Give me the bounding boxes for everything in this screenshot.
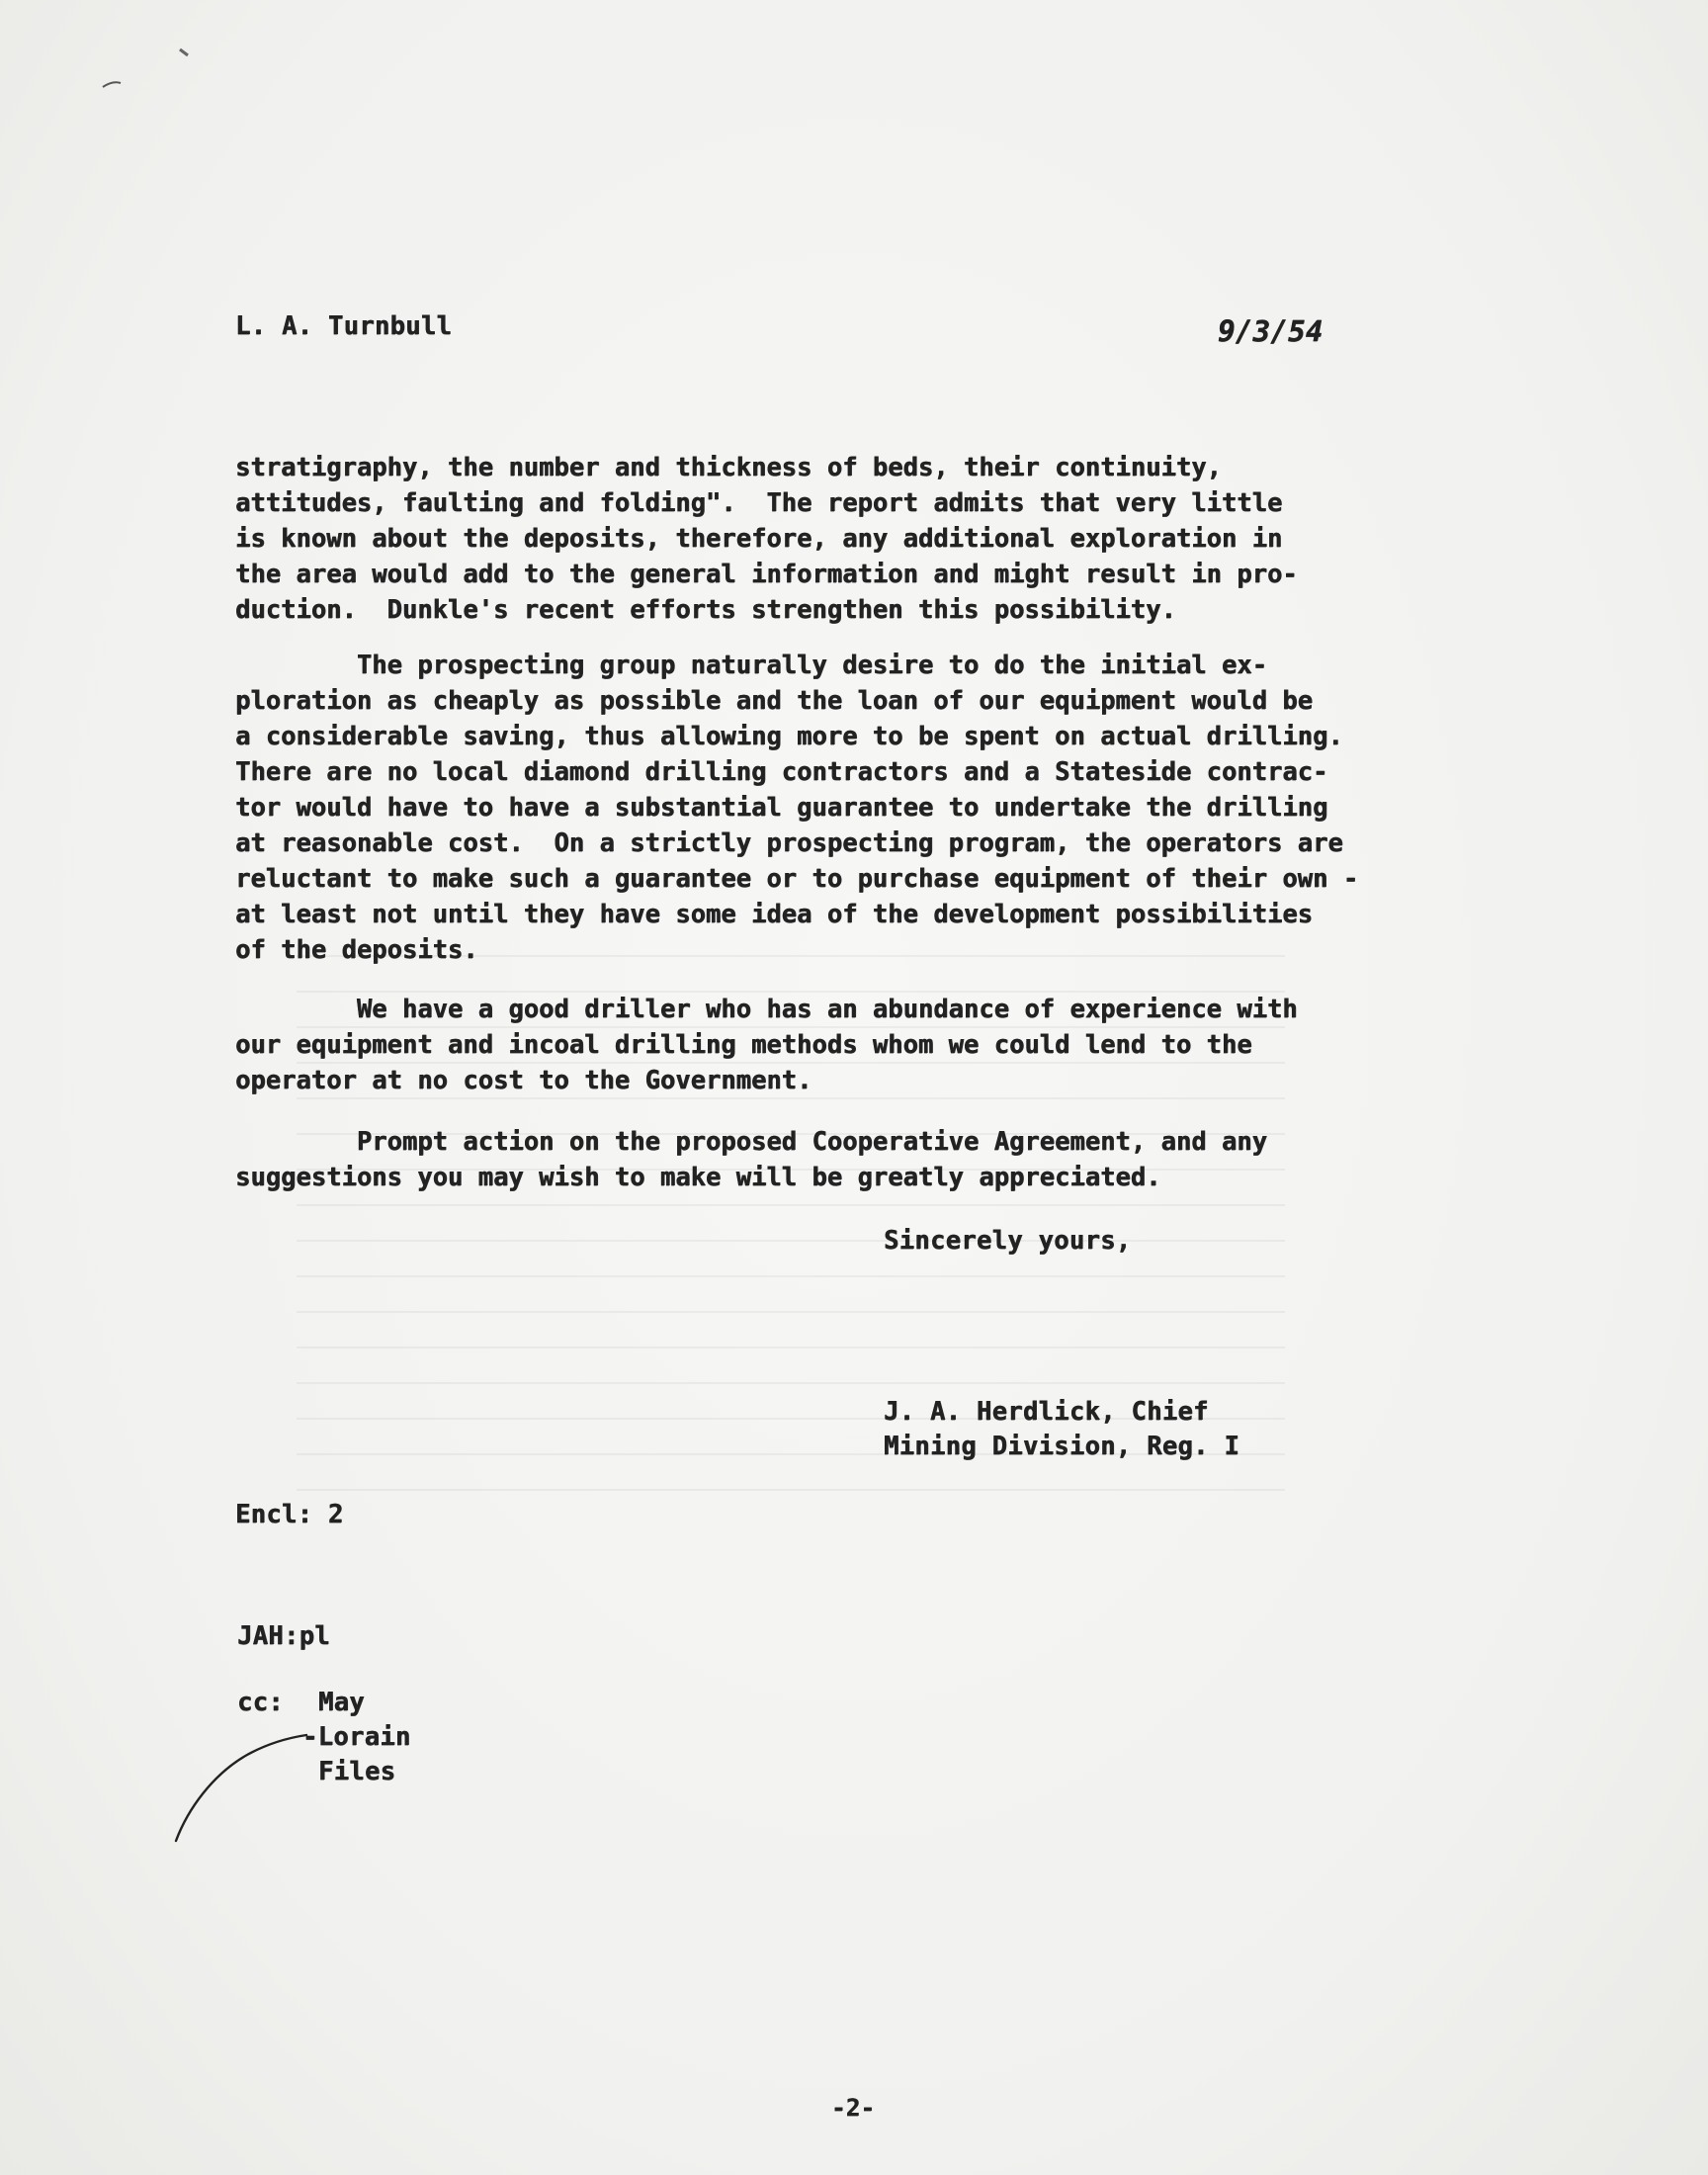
text-line: The prospecting group naturally desire to do the initial ex- bbox=[235, 651, 1267, 680]
paragraph-2 bbox=[235, 648, 1481, 968]
addressee-header: L. A. Turnbull bbox=[235, 311, 453, 341]
text-line: at reasonable cost. On a strictly prospecting program, the operators are bbox=[235, 828, 1343, 858]
enclosure-note: Encl: 2 bbox=[235, 1500, 344, 1529]
text-line: suggestions you may wish to make will be greatly appreciated. bbox=[235, 1163, 1161, 1192]
handwritten-check-mark bbox=[168, 1720, 316, 1849]
cc-label: cc: bbox=[237, 1688, 284, 1717]
signature-name: J. A. Herdlick, Chief bbox=[884, 1397, 1209, 1427]
text-line: operator at no cost to the Government. bbox=[235, 1066, 812, 1095]
closing-salutation: Sincerely yours, bbox=[884, 1226, 1132, 1256]
text-line: a considerable saving, thus allowing more to be spent on actual drilling. bbox=[235, 722, 1343, 751]
signature-title: Mining Division, Reg. I bbox=[884, 1432, 1240, 1461]
text-line: our equipment and incoal drilling methods whom we could lend to the bbox=[235, 1030, 1252, 1060]
text-line: There are no local diamond drilling contractors and a Stateside contrac- bbox=[235, 757, 1328, 787]
text-line: duction. Dunkle's recent efforts strengthen this possibility. bbox=[235, 595, 1176, 625]
scan-speck bbox=[99, 40, 217, 99]
text-line: stratigraphy, the number and thickness of beds, their continuity, bbox=[235, 453, 1222, 482]
text-line: ploration as cheaply as possible and the loan of our equipment would be bbox=[235, 686, 1314, 716]
paragraph-1 bbox=[235, 450, 1481, 628]
text-line: attitudes, faulting and folding". The report admits that very little bbox=[235, 488, 1283, 518]
text-line: We have a good driller who has an abundance of experience with bbox=[235, 995, 1298, 1024]
text-line: Prompt action on the proposed Cooperative Agreement, and any bbox=[235, 1127, 1267, 1157]
text-line: of the deposits. bbox=[235, 935, 478, 965]
cc-recipient: -Lorain bbox=[302, 1722, 411, 1752]
reference-initials: JAH:pl bbox=[237, 1621, 330, 1651]
letter-date: 9/3/54 bbox=[1218, 314, 1324, 348]
cc-recipient: Files bbox=[318, 1757, 396, 1786]
paragraph-4 bbox=[235, 1124, 1481, 1195]
text-line: the area would add to the general information and might result in pro- bbox=[235, 560, 1298, 589]
cc-recipient: May bbox=[318, 1688, 365, 1717]
text-line: tor would have to have a substantial guarantee to undertake the drilling bbox=[235, 793, 1328, 823]
text-line: is known about the deposits, therefore, any additional exploration in bbox=[235, 524, 1283, 554]
text-line: reluctant to make such a guarantee or to purchase equipment of their own - bbox=[235, 864, 1359, 894]
page-number: -2- bbox=[831, 2094, 876, 2122]
text-line: at least not until they have some idea of the development possibilities bbox=[235, 900, 1314, 929]
paragraph-3 bbox=[235, 992, 1481, 1098]
